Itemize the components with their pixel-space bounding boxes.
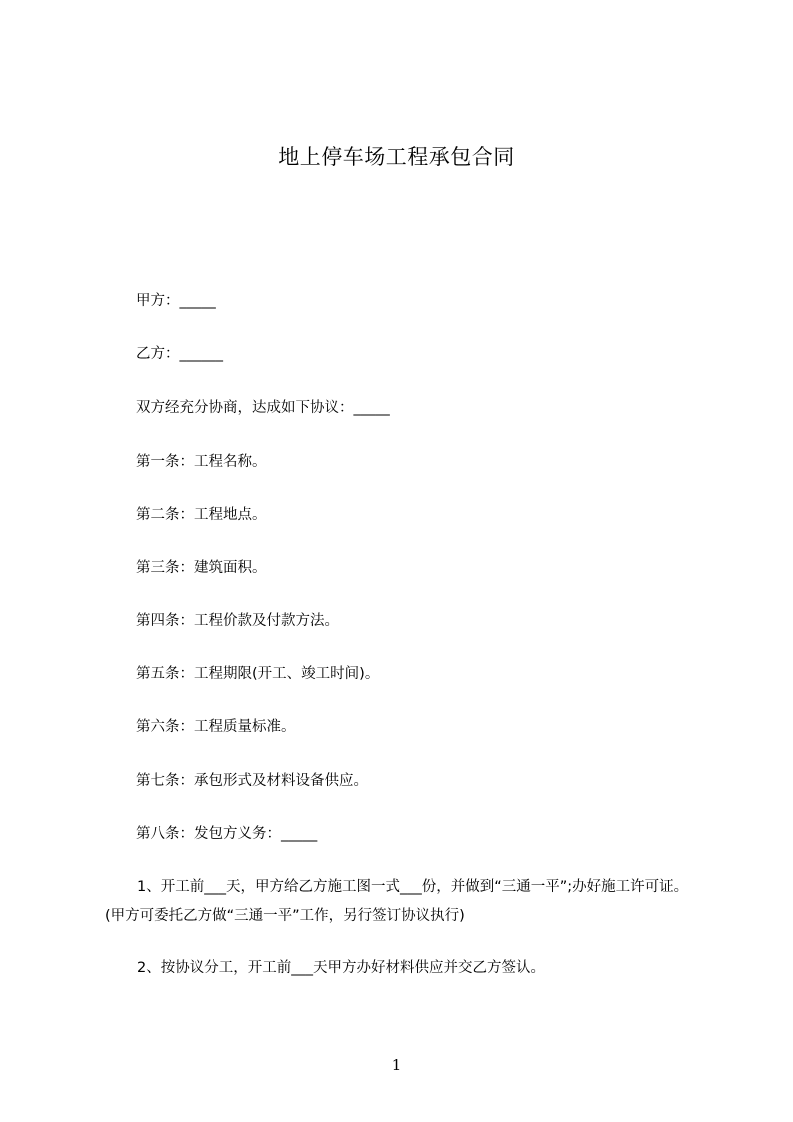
document-title: 地上停车场工程承包合同	[278, 145, 515, 169]
clause-paragraph-2: 2、按协议分工，开工前___天甲方办好材料供应并交乙方签认。	[137, 960, 545, 976]
party-b-line: 乙方：______	[136, 346, 223, 362]
article-1: 第一条：工程名称。	[136, 454, 267, 470]
article-6: 第六条：工程质量标准。	[136, 719, 296, 735]
article-8: 第八条：发包方义务：_____	[136, 826, 318, 842]
article-3: 第三条：建筑面积。	[136, 560, 267, 576]
clause-paragraph-1: 1、开工前___天，甲方给乙方施工图一式___份，并做到“三通一平”;办好施工许可证。(甲方可委托乙方做“三通一平”工作，另行签订协议执行)	[105, 879, 689, 924]
article-4: 第四条：工程价款及付款方法。	[136, 613, 339, 629]
article-5: 第五条：工程期限(开工、竣工时间)。	[136, 666, 380, 682]
agreement-intro-line: 双方经充分协商，达成如下协议：_____	[136, 400, 390, 416]
page-number: 1	[391, 1056, 402, 1074]
article-2: 第二条：工程地点。	[136, 507, 267, 523]
party-a-line: 甲方：_____	[136, 293, 216, 309]
article-7: 第七条：承包形式及材料设备供应。	[136, 773, 368, 789]
